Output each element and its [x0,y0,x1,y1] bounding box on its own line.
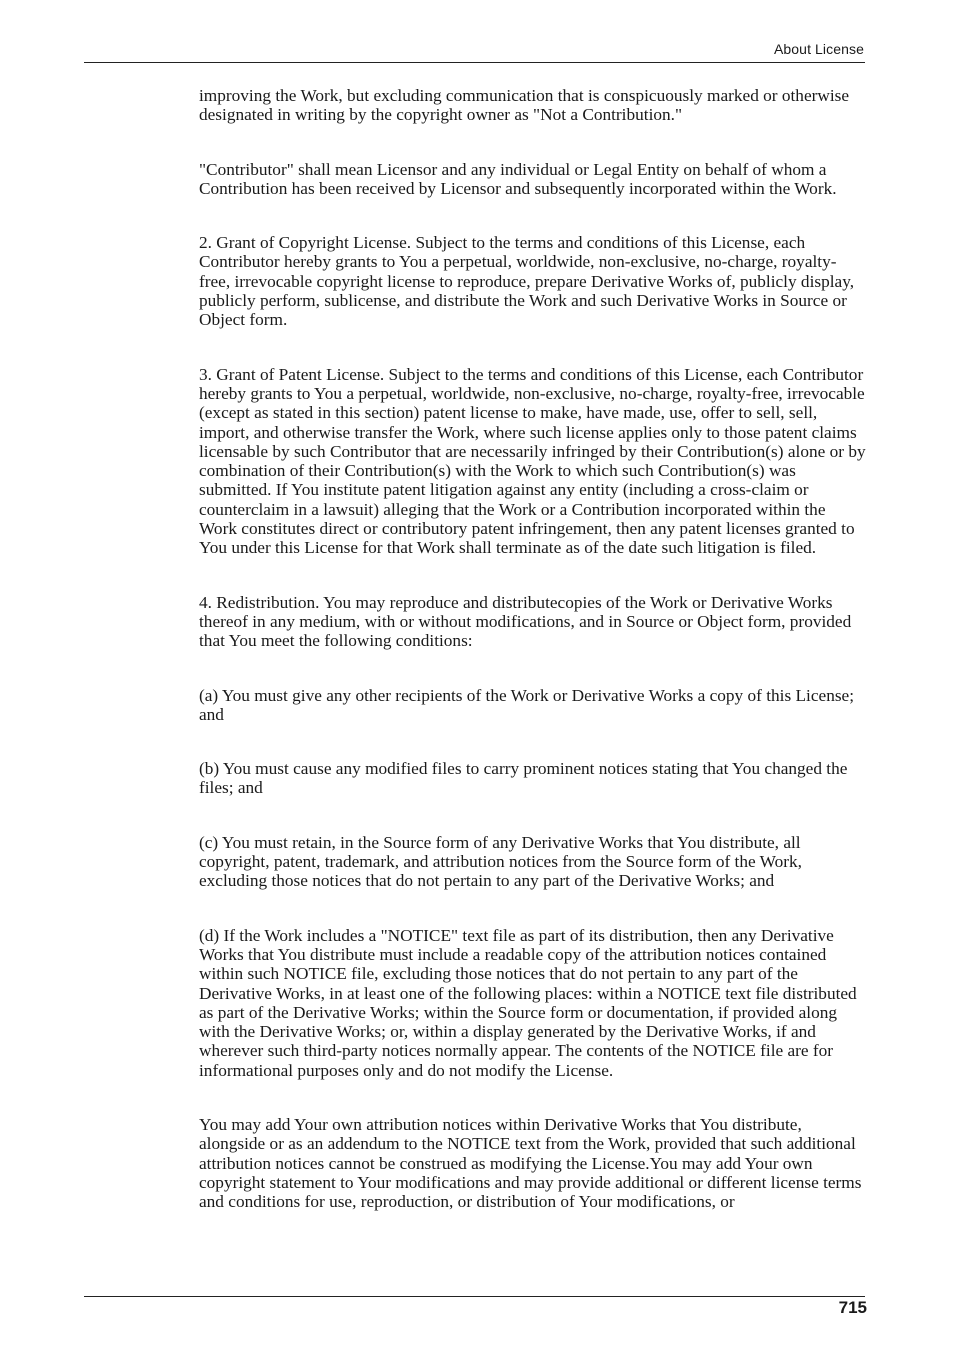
paragraph-redistribution: 4. Redistribution. You may reproduce and distributecopies of the Work or Derivative Works thereof in any medium, with or without modifications, and in Source or Object form, provided that You meet the following conditions: [199,592,852,651]
paragraph-contribution-exclusion: improving the Work, but excluding communication that is conspicuously marked or otherwise designated in writing by the copyright owner as "Not a Contribution." [199,86,850,125]
paragraph-condition-d: (d) If the Work includes a "NOTICE" text file as part of its distribution, then any Derivative Works that You distribute must include a readable copy of the attribution notices contained within such NOTICE file, excluding those notices that do not pertain to any part of the Derivative Works, in at least one of the following places: within a NOTICE text file distributed as part of the Derivative Works; within the Source form or documentation, if provided along with the Derivative Works; or, within a display generated by the Derivative Works, if and wherever such third-party notices normally appear. The contents of the NOTICE file are for informational purposes only and do not modify the License. [199,925,857,1080]
footer-divider [84,1296,865,1297]
paragraph-grant-of-copyright-license: 2. Grant of Copyright License. Subject to the terms and conditions of this License, each Contributor hereby grants to You a perpetual, worldwide, non-exclusive, no-charge, royalty-free, irrevocable copyright license to reproduce, prepare Derivative Works of, publicly display, publicly perform, sublicense, and distribute the Work and such Derivative Works in Source or Object form. [199,233,855,330]
license-text-body [199,86,867,1246]
paragraph-condition-c: (c) You must retain, in the Source form of any Derivative Works that You distribute, all copyright, patent, trademark, and attribution notices from the Source form of the Work, excluding those notices that do not pertain to any part of the Derivative Works; and [199,832,802,891]
running-header-title: About License [773,41,864,57]
paragraph-attribution-notices: You may add Your own attribution notices within Derivative Works that You distribute, alongside or as an addendum to the NOTICE text from the Work, provided that such additional attribution notices cannot be construed as modifying the License.You may add Your own copyright statement to Your modifications and may provide additional or different license terms and conditions for use, reproduction, or distribution of Your modifications, or [199,1114,862,1212]
paragraph-grant-of-patent-license: 3. Grant of Patent License. Subject to the terms and conditions of this License, each Contributor hereby grants to You a perpetual, worldwide, non-exclusive, no-charge, royalty-free, irrevocable (except as stated in this section) patent license to make, have made, use, offer to sell, sell, import, and otherwise transfer the Work, where such license applies only to those patent claims licensable by such Contributor that are necessarily infringed by their Contribution(s) alone or by combination of their Contribution(s) with the Work to which such Contribution(s) was submitted. If You institute patent litigation against any entity (including a cross-claim or counterclaim in a lawsuit) alleging that the Work or a Contribution incorporated within the Work constitutes direct or contributory patent infringement, then any patent licenses granted to You under this License for that Work shall terminate as of the date such litigation is filed. [199,364,866,558]
paragraph-condition-b: (b) You must cause any modified files to carry prominent notices stating that You changed the files; and [199,759,848,798]
header-divider [84,62,865,63]
paragraph-contributor-definition: "Contributor" shall mean Licensor and any individual or Legal Entity on behalf of whom a Contribution has been received by Licensor and subsequently incorporated within the Work. [199,159,837,198]
page-number: 715 [838,1298,867,1317]
paragraph-condition-a: (a) You must give any other recipients of the Work or Derivative Works a copy of this License; and [199,685,855,724]
